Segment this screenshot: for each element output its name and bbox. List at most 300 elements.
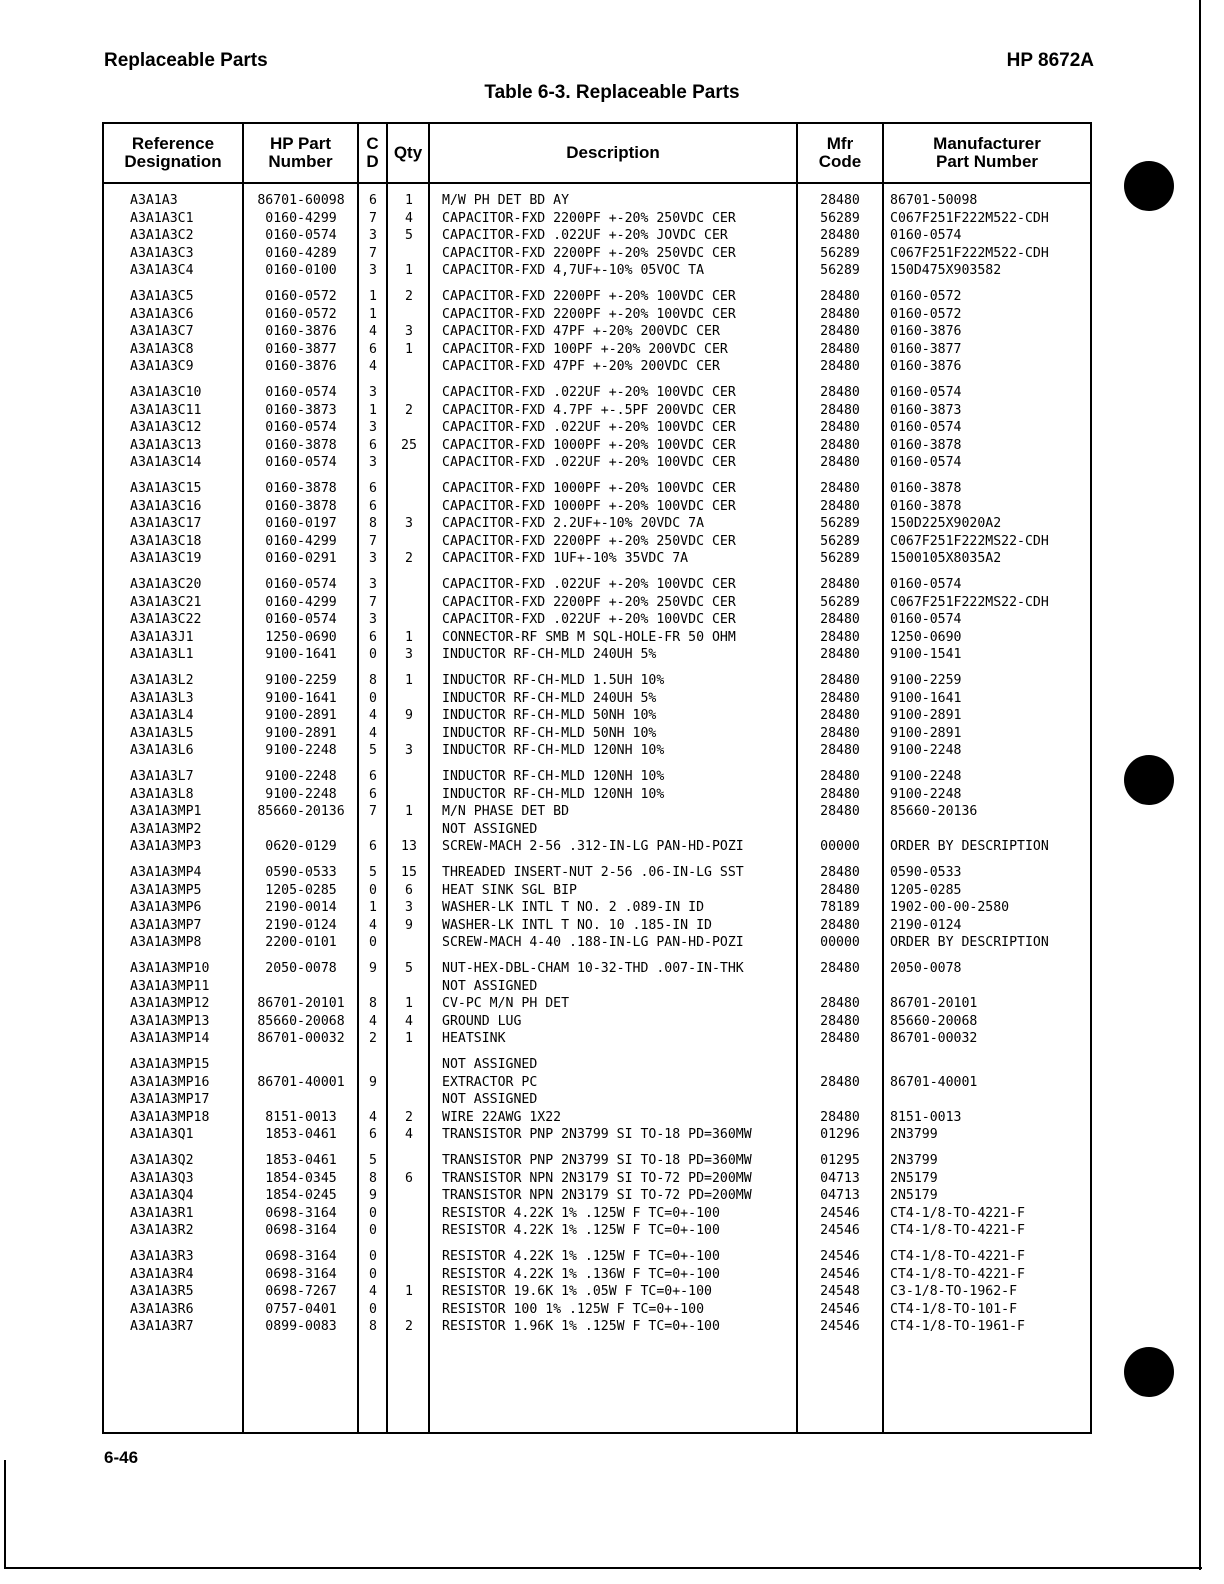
cell-description: CAPACITOR-FXD .022UF +-20% 100VDC CER xyxy=(442,385,736,400)
cell-mfr-code: 28480 xyxy=(820,725,860,741)
cell-mfr-code: 24546 xyxy=(820,1249,860,1264)
cell-mfr-part-number: 9100-1641 xyxy=(890,690,962,706)
cell-description: CAPACITOR-FXD .022UF +-20% 100VDC CER xyxy=(442,455,736,470)
cell-description: HEAT SINK SGL BIP xyxy=(442,882,577,898)
cell-description: INDUCTOR RF-CH-MLD 120NH 10% xyxy=(442,786,665,802)
cell-cd: 8 xyxy=(369,1319,377,1334)
cell-mfr-code: 28480 xyxy=(820,1109,860,1125)
cell-cd: 1 xyxy=(369,289,377,304)
cell-ref-designation: A3A1A3L1 xyxy=(130,647,194,662)
table-row xyxy=(104,1074,1090,1092)
cell-hp-part-number: 9100-1641 xyxy=(265,690,337,706)
cell-mfr-part-number: 9100-2891 xyxy=(890,708,962,723)
cell-hp-part-number: 0698-3164 xyxy=(265,1205,337,1221)
cell-description: INDUCTOR RF-CH-MLD 50NH 10% xyxy=(442,708,657,723)
cell-description: CAPACITOR-FXD 2200PF +-20% 250VDC CER xyxy=(442,533,736,549)
cell-ref-designation: A3A1A3C6 xyxy=(130,306,194,322)
cell-ref-designation: A3A1A3Q2 xyxy=(130,1153,194,1168)
cell-mfr-code: 28480 xyxy=(820,498,860,514)
table-row xyxy=(104,1318,1090,1336)
cell-mfr-code: 28480 xyxy=(820,228,860,243)
table-row xyxy=(104,262,1090,280)
cell-mfr-part-number: 2N5179 xyxy=(890,1188,938,1203)
cell-hp-part-number: 0698-3164 xyxy=(265,1223,337,1238)
table-row xyxy=(104,899,1090,917)
cell-cd: 5 xyxy=(369,865,377,880)
cell-cd: 3 xyxy=(369,577,377,592)
cell-cd: 4 xyxy=(369,1013,377,1029)
cell-mfr-code: 28480 xyxy=(820,1031,860,1046)
cell-description: CV-PC M/N PH DET xyxy=(442,996,570,1011)
table-row xyxy=(104,227,1090,245)
cell-mfr-code: 24546 xyxy=(820,1266,860,1282)
table-row xyxy=(104,306,1090,324)
cell-hp-part-number: 9100-1641 xyxy=(265,647,337,662)
cell-mfr-part-number: 0160-3878 xyxy=(890,437,962,453)
cell-hp-part-number: 0160-0574 xyxy=(265,455,337,470)
page-edge xyxy=(1199,0,1201,1570)
table-row xyxy=(104,838,1090,856)
cell-description: TRANSISTOR NPN 2N3179 SI TO-72 PD=200MW xyxy=(442,1170,752,1186)
cell-ref-designation: A3A1A3MP16 xyxy=(130,1074,210,1090)
cell-hp-part-number: 0698-7267 xyxy=(265,1284,337,1299)
cell-hp-part-number: 85660-20068 xyxy=(257,1013,345,1029)
cell-ref-designation: A3A1A3C10 xyxy=(130,385,202,400)
cell-description: EXTRACTOR PC xyxy=(442,1074,538,1090)
cell-ref-designation: A3A1A3L7 xyxy=(130,769,194,784)
cell-hp-part-number: 9100-2891 xyxy=(265,708,337,723)
cell-qty: 1 xyxy=(405,673,413,688)
punch-hole xyxy=(1124,161,1174,211)
col-header-description: Description xyxy=(566,143,660,162)
cell-mfr-part-number: 9100-2891 xyxy=(890,725,962,741)
cell-mfr-part-number: 0160-0574 xyxy=(890,420,962,435)
table-row xyxy=(104,1056,1090,1074)
cell-mfr-part-number: 1500105X8035A2 xyxy=(890,551,1002,566)
table-row xyxy=(104,707,1090,725)
table-row xyxy=(104,646,1090,664)
cell-hp-part-number: 0590-0533 xyxy=(265,865,337,880)
cell-description: RESISTOR 4.22K 1% .125W F TC=0+-100 xyxy=(442,1205,720,1221)
page-number: 6-46 xyxy=(104,1448,139,1467)
cell-cd: 4 xyxy=(369,324,377,339)
col-header-qty: Qty xyxy=(393,143,423,162)
cell-mfr-code: 28480 xyxy=(820,647,860,662)
cell-description: CAPACITOR-FXD 2200PF +-20% 100VDC CER xyxy=(442,306,736,322)
cell-description: CAPACITOR-FXD 4,7UF+-10% 05VOC TA xyxy=(442,263,705,278)
cell-cd: 7 xyxy=(369,533,377,549)
cell-mfr-part-number: CT4-1/8-TO-4221-F xyxy=(890,1223,1025,1238)
table-row xyxy=(104,821,1090,839)
cell-description: M/W PH DET BD AY xyxy=(442,193,570,208)
cell-cd: 8 xyxy=(369,673,377,688)
cell-description: NOT ASSIGNED xyxy=(442,1092,538,1107)
cell-ref-designation: A3A1A3L6 xyxy=(130,743,194,758)
cell-mfr-part-number: 0160-0574 xyxy=(890,612,962,627)
table-row xyxy=(104,454,1090,472)
cell-hp-part-number: 9100-2248 xyxy=(265,743,337,758)
cell-mfr-code: 28480 xyxy=(820,917,860,933)
cell-cd: 5 xyxy=(369,743,377,758)
cell-qty: 4 xyxy=(405,1013,413,1029)
cell-qty: 2 xyxy=(405,402,413,418)
cell-ref-designation: A3A1A3C1 xyxy=(130,210,194,226)
cell-qty: 3 xyxy=(405,743,413,758)
cell-ref-designation: A3A1A3MP18 xyxy=(130,1109,210,1125)
cell-cd: 4 xyxy=(369,917,377,933)
cell-cd: 7 xyxy=(369,210,377,226)
cell-mfr-code: 28480 xyxy=(820,612,860,627)
table-row xyxy=(104,437,1090,455)
cell-mfr-code: 28480 xyxy=(820,420,860,435)
cell-hp-part-number: 0160-3878 xyxy=(265,481,337,496)
cell-ref-designation: A3A1A3L8 xyxy=(130,786,194,802)
cell-ref-designation: A3A1A3J1 xyxy=(130,629,194,645)
cell-description: CAPACITOR-FXD .022UF +-20% 100VDC CER xyxy=(442,577,736,592)
table-row xyxy=(104,498,1090,516)
table-row xyxy=(104,480,1090,498)
cell-mfr-code: 28480 xyxy=(820,996,860,1011)
table-row xyxy=(104,1283,1090,1301)
cell-mfr-part-number: 2N3799 xyxy=(890,1127,938,1142)
cell-mfr-code: 78189 xyxy=(820,900,860,915)
cell-qty: 3 xyxy=(405,647,413,662)
cell-ref-designation: A3A1A3C13 xyxy=(130,437,202,453)
cell-mfr-code: 28480 xyxy=(820,804,860,819)
col-header-manufacturer-part-number: Manufacturer Part Number xyxy=(933,134,1041,171)
cell-description: CAPACITOR-FXD .022UF +-20% JOVDC CER xyxy=(442,228,728,243)
table-row xyxy=(104,960,1090,978)
cell-description: INDUCTOR RF-CH-MLD 120NH 10% xyxy=(442,769,665,784)
cell-description: THREADED INSERT-NUT 2-56 .06-IN-LG SST xyxy=(442,865,744,880)
cell-hp-part-number: 9100-2248 xyxy=(265,769,337,784)
cell-mfr-part-number: CT4-1/8-TO-4221-F xyxy=(890,1249,1025,1264)
cell-mfr-part-number: CT4-1/8-TO-101-F xyxy=(890,1301,1018,1317)
table-row xyxy=(104,1266,1090,1284)
cell-ref-designation: A3A1A3MP1 xyxy=(130,804,202,819)
cell-mfr-part-number: 1902-00-00-2580 xyxy=(890,900,1010,915)
cell-cd: 3 xyxy=(369,263,377,278)
cell-hp-part-number: 1250-0690 xyxy=(265,629,337,645)
table-row xyxy=(104,1187,1090,1205)
cell-mfr-part-number: 0160-3878 xyxy=(890,498,962,514)
cell-mfr-code: 28480 xyxy=(820,289,860,304)
cell-cd: 2 xyxy=(369,1031,377,1046)
cell-description: SCREW-MACH 2-56 .312-IN-LG PAN-HD-POZI xyxy=(442,839,744,854)
parts-table xyxy=(102,122,1092,1434)
cell-hp-part-number: 0160-3873 xyxy=(265,402,337,418)
cell-ref-designation: A3A1A3C8 xyxy=(130,341,194,357)
cell-description: HEATSINK xyxy=(442,1031,506,1046)
cell-qty: 6 xyxy=(405,1170,413,1186)
table-row xyxy=(104,1030,1090,1048)
table-row xyxy=(104,742,1090,760)
cell-mfr-part-number: 8151-0013 xyxy=(890,1109,962,1125)
cell-ref-designation: A3A1A3C14 xyxy=(130,455,202,470)
cell-cd: 6 xyxy=(369,1127,377,1142)
cell-hp-part-number: 8151-0013 xyxy=(265,1109,337,1125)
cell-hp-part-number: 9100-2248 xyxy=(265,786,337,802)
cell-mfr-code: 56289 xyxy=(820,594,860,610)
cell-description: CAPACITOR-FXD 2200PF +-20% 250VDC CER xyxy=(442,594,736,610)
cell-hp-part-number: 0160-3878 xyxy=(265,498,337,514)
cell-cd: 4 xyxy=(369,725,377,741)
col-header-cd: C D xyxy=(366,134,379,171)
cell-ref-designation: A3A1A3MP3 xyxy=(130,839,202,854)
cell-ref-designation: A3A1A3C17 xyxy=(130,516,202,531)
cell-mfr-code: 28480 xyxy=(820,306,860,322)
cell-hp-part-number: 2190-0014 xyxy=(265,900,337,915)
table-row xyxy=(104,1205,1090,1223)
cell-hp-part-number: 2190-0124 xyxy=(265,917,337,933)
cell-mfr-code: 28480 xyxy=(820,385,860,400)
cell-mfr-code: 28480 xyxy=(820,865,860,880)
cell-hp-part-number: 1854-0345 xyxy=(265,1170,337,1186)
cell-cd: 6 xyxy=(369,481,377,496)
cell-mfr-part-number: 9100-2248 xyxy=(890,769,962,784)
table-row xyxy=(104,786,1090,804)
cell-qty: 13 xyxy=(401,839,417,854)
cell-qty: 3 xyxy=(405,324,413,339)
cell-description: RESISTOR 19.6K 1% .05W F TC=0+-100 xyxy=(442,1284,712,1299)
cell-hp-part-number: 0160-3878 xyxy=(265,437,337,453)
cell-mfr-part-number: 86701-00032 xyxy=(890,1031,978,1046)
cell-ref-designation: A3A1A3C4 xyxy=(130,263,194,278)
table-row xyxy=(104,402,1090,420)
page-edge xyxy=(4,1567,1202,1569)
cell-ref-designation: A3A1A3 xyxy=(130,193,178,208)
cell-ref-designation: A3A1A3C2 xyxy=(130,228,194,243)
table-row xyxy=(104,419,1090,437)
cell-description: CAPACITOR-FXD 1000PF +-20% 100VDC CER xyxy=(442,481,736,496)
cell-cd: 3 xyxy=(369,228,377,243)
cell-qty: 2 xyxy=(405,289,413,304)
cell-cd: 8 xyxy=(369,516,377,531)
cell-mfr-part-number: 0160-3873 xyxy=(890,402,962,418)
cell-mfr-part-number: 0160-0572 xyxy=(890,306,962,322)
cell-mfr-part-number: ORDER BY DESCRIPTION xyxy=(890,935,1049,950)
cell-mfr-code: 28480 xyxy=(820,1013,860,1029)
cell-description: CAPACITOR-FXD .022UF +-20% 100VDC CER xyxy=(442,612,736,627)
cell-ref-designation: A3A1A3L5 xyxy=(130,725,194,741)
table-row xyxy=(104,690,1090,708)
cell-ref-designation: A3A1A3C19 xyxy=(130,551,202,566)
table-row xyxy=(104,1126,1090,1144)
cell-mfr-code: 28480 xyxy=(820,577,860,592)
cell-hp-part-number: 9100-2891 xyxy=(265,725,337,741)
cell-hp-part-number: 1854-0245 xyxy=(265,1188,337,1203)
cell-qty: 1 xyxy=(405,629,413,645)
cell-description: INDUCTOR RF-CH-MLD 240UH 5% xyxy=(442,647,657,662)
cell-description: NUT-HEX-DBL-CHAM 10-32-THD .007-IN-THK xyxy=(442,961,744,976)
cell-ref-designation: A3A1A3MP15 xyxy=(130,1057,210,1072)
cell-ref-designation: A3A1A3MP4 xyxy=(130,865,202,880)
cell-ref-designation: A3A1A3C7 xyxy=(130,324,194,339)
cell-mfr-part-number: 1205-0285 xyxy=(890,882,962,898)
cell-mfr-code: 28480 xyxy=(820,743,860,758)
cell-ref-designation: A3A1A3C15 xyxy=(130,481,202,496)
cell-hp-part-number: 0160-0291 xyxy=(265,551,337,566)
table-row xyxy=(104,515,1090,533)
cell-mfr-part-number: 2190-0124 xyxy=(890,917,962,933)
cell-cd: 6 xyxy=(369,839,377,854)
cell-qty: 2 xyxy=(405,1319,413,1334)
cell-ref-designation: A3A1A3MP2 xyxy=(130,821,202,837)
cell-mfr-code: 01295 xyxy=(820,1153,860,1168)
cell-hp-part-number: 0899-0083 xyxy=(265,1319,337,1334)
cell-cd: 4 xyxy=(369,359,377,374)
cell-hp-part-number: 0160-4289 xyxy=(265,245,337,261)
cell-description: NOT ASSIGNED xyxy=(442,821,538,837)
cell-ref-designation: A3A1A3MP11 xyxy=(130,978,210,994)
cell-mfr-code: 56289 xyxy=(820,210,860,226)
cell-cd: 6 xyxy=(369,769,377,784)
cell-description: CONNECTOR-RF SMB M SQL-HOLE-FR 50 OHM xyxy=(442,629,736,645)
cell-hp-part-number: 0698-3164 xyxy=(265,1266,337,1282)
cell-mfr-code: 28480 xyxy=(820,324,860,339)
table-row xyxy=(104,882,1090,900)
cell-mfr-part-number: 86701-50098 xyxy=(890,193,978,208)
cell-description: RESISTOR 4.22K 1% .136W F TC=0+-100 xyxy=(442,1266,720,1282)
table-row xyxy=(104,1013,1090,1031)
table-row xyxy=(104,1301,1090,1319)
cell-ref-designation: A3A1A3R7 xyxy=(130,1319,194,1334)
cell-description: CAPACITOR-FXD 1000PF +-20% 100VDC CER xyxy=(442,437,736,453)
cell-description: WASHER-LK INTL T NO. 10 .185-IN ID xyxy=(442,917,712,933)
cell-mfr-part-number: 2N3799 xyxy=(890,1153,938,1168)
cell-mfr-code: 28480 xyxy=(820,341,860,357)
cell-mfr-part-number: CT4-1/8-TO-4221-F xyxy=(890,1205,1025,1221)
cell-hp-part-number: 0620-0129 xyxy=(265,839,337,854)
cell-cd: 3 xyxy=(369,455,377,470)
cell-description: GROUND LUG xyxy=(442,1013,522,1029)
cell-ref-designation: A3A1A3MP5 xyxy=(130,882,202,898)
cell-qty: 6 xyxy=(405,882,413,898)
cell-cd: 0 xyxy=(369,1249,377,1264)
cell-qty: 1 xyxy=(405,1031,413,1046)
cell-mfr-code: 28480 xyxy=(820,402,860,418)
table-row xyxy=(104,594,1090,612)
cell-cd: 7 xyxy=(369,245,377,261)
cell-hp-part-number: 1205-0285 xyxy=(265,882,337,898)
cell-description: M/N PHASE DET BD xyxy=(442,804,570,819)
cell-mfr-part-number: 2050-0078 xyxy=(890,961,962,976)
table-row xyxy=(104,323,1090,341)
table-title: Table 6-3. Replaceable Parts xyxy=(484,82,740,103)
cell-qty: 1 xyxy=(405,804,413,819)
cell-mfr-part-number: 9100-2248 xyxy=(890,786,962,802)
cell-mfr-part-number: 0160-3877 xyxy=(890,341,962,357)
cell-cd: 6 xyxy=(369,193,377,208)
cell-ref-designation: A3A1A3C18 xyxy=(130,533,202,549)
cell-mfr-part-number: 9100-2259 xyxy=(890,673,962,688)
cell-cd: 5 xyxy=(369,1153,377,1168)
cell-hp-part-number: 0160-0574 xyxy=(265,612,337,627)
cell-qty: 1 xyxy=(405,341,413,357)
cell-hp-part-number: 0160-0572 xyxy=(265,289,337,304)
cell-description: CAPACITOR-FXD 2200PF +-20% 250VDC CER xyxy=(442,210,736,226)
table-row xyxy=(104,978,1090,996)
cell-hp-part-number: 0160-3876 xyxy=(265,359,337,374)
cell-mfr-code: 28480 xyxy=(820,882,860,898)
cell-mfr-code: 28480 xyxy=(820,437,860,453)
cell-cd: 4 xyxy=(369,1109,377,1125)
cell-description: CAPACITOR-FXD 100PF +-20% 200VDC CER xyxy=(442,341,728,357)
cell-description: INDUCTOR RF-CH-MLD 120NH 10% xyxy=(442,743,665,758)
punch-hole xyxy=(1124,1347,1174,1397)
cell-mfr-part-number: 86701-20101 xyxy=(890,996,978,1011)
cell-cd: 1 xyxy=(369,402,377,418)
cell-ref-designation: A3A1A3C12 xyxy=(130,420,202,435)
cell-cd: 6 xyxy=(369,786,377,802)
cell-cd: 4 xyxy=(369,708,377,723)
cell-hp-part-number: 0160-0574 xyxy=(265,385,337,400)
cell-description: CAPACITOR-FXD 1UF+-10% 35VDC 7A xyxy=(442,551,689,566)
cell-description: NOT ASSIGNED xyxy=(442,1057,538,1072)
cell-qty: 9 xyxy=(405,708,413,723)
cell-description: WASHER-LK INTL T NO. 2 .089-IN ID xyxy=(442,900,705,915)
cell-hp-part-number: 0160-0574 xyxy=(265,420,337,435)
header-divider xyxy=(104,182,1090,184)
cell-description: CAPACITOR-FXD 4.7PF +-.5PF 200VDC CER xyxy=(442,402,736,418)
cell-mfr-part-number: 85660-20136 xyxy=(890,804,978,819)
cell-description: TRANSISTOR PNP 2N3799 SI TO-18 PD=360MW xyxy=(442,1127,752,1142)
cell-mfr-code: 56289 xyxy=(820,551,860,566)
cell-mfr-part-number: 0160-0574 xyxy=(890,228,962,243)
cell-description: RESISTOR 1.96K 1% .125W F TC=0+-100 xyxy=(442,1319,720,1334)
cell-description: WIRE 22AWG 1X22 xyxy=(442,1109,562,1125)
table-row xyxy=(104,358,1090,376)
cell-cd: 9 xyxy=(369,961,377,976)
cell-qty: 1 xyxy=(405,996,413,1011)
cell-hp-part-number: 0757-0401 xyxy=(265,1301,337,1317)
cell-cd: 0 xyxy=(369,935,377,950)
cell-ref-designation: A3A1A3C21 xyxy=(130,594,202,610)
cell-mfr-code: 04713 xyxy=(820,1188,860,1203)
table-row xyxy=(104,995,1090,1013)
cell-mfr-part-number: 9100-1541 xyxy=(890,647,962,662)
cell-ref-designation: A3A1A3C5 xyxy=(130,289,194,304)
cell-cd: 8 xyxy=(369,996,377,1011)
cell-mfr-code: 28480 xyxy=(820,193,860,208)
table-body xyxy=(104,192,1090,1336)
section-title: Replaceable Parts xyxy=(104,50,268,71)
cell-description: CAPACITOR-FXD 2.2UF+-10% 20VDC 7A xyxy=(442,516,705,531)
cell-cd: 7 xyxy=(369,804,377,819)
cell-hp-part-number: 0698-3164 xyxy=(265,1249,337,1264)
cell-mfr-part-number: 86701-40001 xyxy=(890,1074,978,1090)
cell-ref-designation: A3A1A3Q4 xyxy=(130,1188,194,1203)
cell-mfr-code: 28480 xyxy=(820,708,860,723)
cell-cd: 3 xyxy=(369,385,377,400)
cell-ref-designation: A3A1A3R6 xyxy=(130,1301,194,1317)
cell-hp-part-number: 86701-00032 xyxy=(257,1031,345,1046)
cell-hp-part-number: 0160-4299 xyxy=(265,533,337,549)
cell-cd: 0 xyxy=(369,1205,377,1221)
cell-mfr-part-number: CT4-1/8-TO-1961-F xyxy=(890,1319,1025,1334)
table-row xyxy=(104,288,1090,306)
cell-mfr-code: 24546 xyxy=(820,1319,860,1334)
cell-mfr-part-number: 0160-3878 xyxy=(890,481,962,496)
table-row xyxy=(104,576,1090,594)
table-row xyxy=(104,611,1090,629)
cell-mfr-code: 28480 xyxy=(820,359,860,374)
cell-hp-part-number: 2200-0101 xyxy=(265,935,337,950)
table-row xyxy=(104,533,1090,551)
cell-ref-designation: A3A1A3MP17 xyxy=(130,1092,210,1107)
table-row xyxy=(104,341,1090,359)
cell-mfr-code: 01296 xyxy=(820,1127,860,1142)
